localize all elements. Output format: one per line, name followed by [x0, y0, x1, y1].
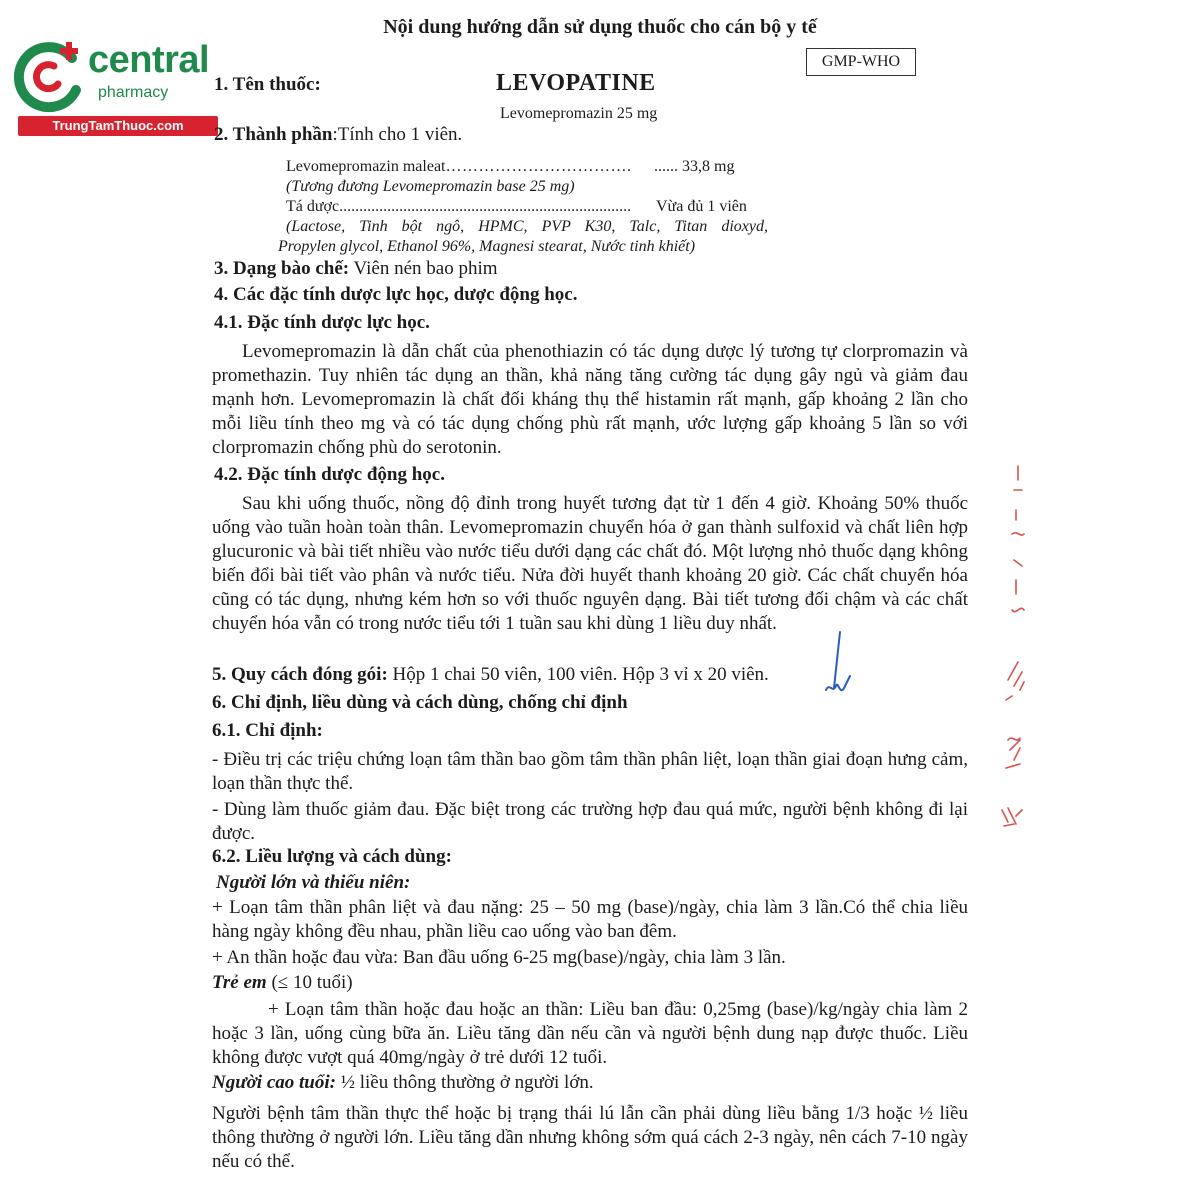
ingredient-1-name: Levomepromazin maleat	[286, 158, 446, 175]
section-4-2-label: 4.2. Đặc tính dược động học.	[214, 464, 445, 485]
adult-dose-2: + An thần hoặc đau vừa: Ban đầu uống 6-25 mg(base)/ngày, chia làm 3 lần.	[212, 947, 786, 968]
margin-stamp-marks	[990, 450, 1040, 850]
elderly-value: ½ liều thông thường ở người lớn.	[335, 1072, 594, 1093]
elderly-heading	[212, 1072, 594, 1094]
section-3	[214, 258, 498, 280]
ingredient-2	[286, 198, 636, 216]
ingredient-1-value: ...... 33,8 mg	[654, 158, 735, 175]
section-4-1-text: Levomepromazin là dẫn chất của phenothiazin có tác dụng dược lý tương tự clorpromazin và promethazin. Tuy nhiên tác dụng an thần, khả năng tăng cường tác dụng gây ngủ và giảm đau mạnh hơn. Levomepromazin là chất đối kháng thụ thể histamin rất mạnh, gấp khoảng 2 lần cho mỗi liều tính theo mg và có tác dụng chống phù rất mạnh, ước lượng gấp khoảng 5 lần so với clorpromazin chống phù do serotonin.	[212, 341, 968, 458]
ingredient-2-value: Vừa đủ 1 viên	[656, 198, 747, 215]
ingredient-2-name: Tá dược	[286, 198, 340, 215]
ingredient-1-note: (Tương đương Levomepromazin base 25 mg)	[286, 178, 575, 195]
section-6-label: 6. Chỉ định, liều dùng và cách dùng, chống chỉ định	[212, 692, 628, 713]
drug-name: LEVOPATINE	[496, 70, 656, 96]
section-2-suffix: :Tính cho 1 viên.	[332, 124, 463, 145]
child-note: (≤ 10 tuổi)	[266, 972, 353, 993]
section-6-1-label: 6.1. Chỉ định:	[212, 720, 323, 741]
final-paragraph: Người bệnh tâm thần thực thể hoặc bị trạng thái lú lẫn cần phải dùng liều bằng 1/3 hoặc ½ liều thông thường ở người lớn. Liều tăng dần nhưng không sớm quá cách 2-3 ngày, nên cách 7-10 ngày nếu có thể.	[212, 1103, 968, 1172]
ingredient-1-dots: …………………………….	[445, 158, 632, 175]
section-1-label: 1. Tên thuốc:	[214, 74, 321, 95]
section-3-value: Viên nén bao phim	[349, 258, 498, 279]
child-heading	[212, 972, 353, 994]
section-2-heading	[214, 124, 462, 146]
gmp-badge: GMP-WHO	[806, 48, 916, 76]
logo-brand-text: central	[88, 39, 210, 81]
ingredient-1	[286, 158, 631, 176]
section-2-label: 2. Thành phần	[214, 124, 333, 145]
signature-mark-icon	[818, 630, 858, 710]
indication-item-1: - Điều trị các triệu chứng loạn tâm thần bao gồm tâm thần phân liệt, loạn thần giai đoạn hưng cảm, loạn thần thực thể.	[212, 749, 968, 794]
excipients-line-2: Propylen glycol, Ethanol 96%, Magnesi stearat, Nước tinh khiết)	[278, 238, 696, 255]
section-4-2-text: Sau khi uống thuốc, nồng độ đỉnh trong huyết tương đạt từ 1 đến 4 giờ. Khoảng 50% thuốc uống vào tuần hoàn toàn thân. Levomepromazin chuyển hóa ở gan thành sulfoxid và chất liên hợp glucuronic và bài tiết nhiều vào nước tiểu dưới dạng các chất đó. Một lượng nhỏ thuốc dạng không biến đổi bài tiết vào phân và nước tiểu. Nửa đời huyết thanh khoảng 20 giờ. Các chất chuyển hóa cũng có tác dụng, nhưng kém hơn so với thuốc nguyên dạng. Bài tiết tương đối chậm và các chất chuyển hóa vẫn có trong nước tiểu tới 1 tuần sau khi dùng 1 liều duy nhất.	[212, 493, 968, 634]
section-5-value: Hộp 1 chai 50 viên, 100 viên. Hộp 3 vỉ x 20 viên.	[387, 664, 769, 685]
section-5-label: 5. Quy cách đóng gói:	[212, 664, 388, 685]
drug-subtitle: Levomepromazin 25 mg	[500, 105, 658, 122]
ingredient-2-dots: .........................................................................	[339, 198, 632, 215]
adult-label: Người lớn và thiếu niên:	[216, 872, 411, 893]
adult-dose-1: + Loạn tâm thần phân liệt và đau nặng: 25 – 50 mg (base)/ngày, chia làm 3 lần.Có thể chia liều hàng ngày không đều nhau, phần liều cao uống vào ban đêm.	[212, 897, 968, 942]
section-6-2-label: 6.2. Liều lượng và cách dùng:	[212, 846, 452, 867]
section-5	[212, 664, 769, 686]
section-4-label: 4. Các đặc tính dược lực học, dược động học.	[214, 284, 578, 305]
logo-mark-icon	[10, 36, 90, 116]
logo-sub-text: pharmacy	[98, 84, 169, 101]
brand-logo	[10, 36, 210, 136]
elderly-label: Người cao tuổi:	[212, 1072, 336, 1093]
document-header: Nội dung hướng dẫn sử dụng thuốc cho cán bộ y tế	[383, 16, 817, 38]
child-dose: + Loạn tâm thần hoặc đau hoặc an thần: Liều ban đầu: 0,25mg (base)/kg/ngày chia làm 2 hoặc 3 lần, uống cùng bữa ăn. Liều tăng dần nếu cần và người bệnh dung nạp được thuốc. Liều không được vượt quá 40mg/ngày ở trẻ dưới 12 tuổi.	[212, 999, 968, 1068]
logo-url-banner: TrungTamThuoc.com	[18, 116, 218, 136]
indication-item-2: - Dùng làm thuốc giảm đau. Đặc biệt trong các trường hợp đau quá mức, người bệnh không đi lại được.	[212, 799, 968, 844]
section-3-label: 3. Dạng bào chế:	[214, 258, 350, 279]
section-4-1-label: 4.1. Đặc tính dược lực học.	[214, 312, 430, 333]
excipients-line-1: (Lactose, Tinh bột ngô, HPMC, PVP K30, Talc, Titan dioxyd,	[286, 218, 768, 235]
child-label: Trẻ em	[212, 972, 267, 993]
